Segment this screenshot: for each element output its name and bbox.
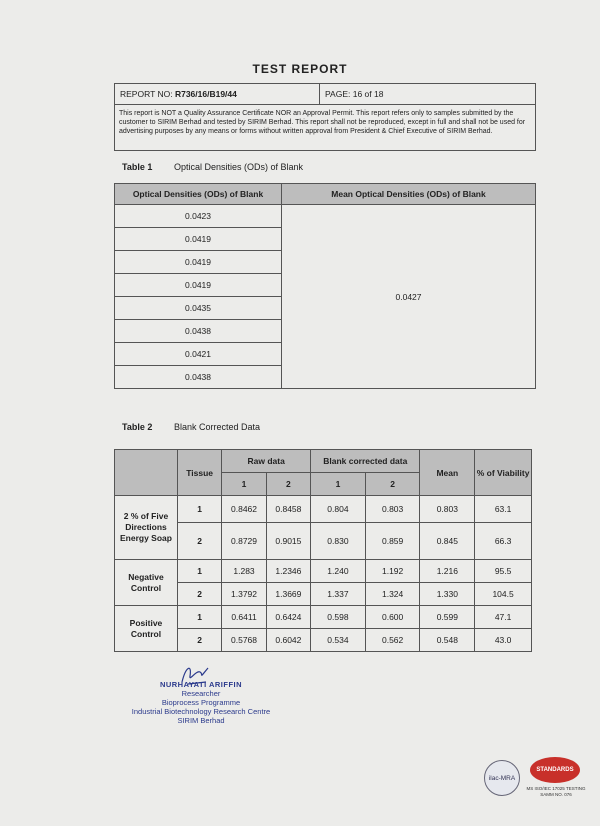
cell-tissue: 1 [177,496,221,523]
cell-bc1: 0.534 [311,629,366,652]
table-row [115,205,536,228]
cell-bc2: 0.562 [365,629,420,652]
cell-bc1: 0.830 [311,523,366,560]
cell-mean: 0.845 [420,523,475,560]
table2-viability-header: % of Viability [475,450,532,496]
table1-col1-header: Optical Densities (ODs) of Blank [115,184,282,205]
cell-bc1: 1.337 [311,583,366,606]
cell-via: 66.3 [475,523,532,560]
table2-sub-header: 1 [311,473,366,496]
signatory-centre: Industrial Biotechnology Research Centre [131,707,271,716]
cell-via: 43.0 [475,629,532,652]
od-value: 0.0419 [115,274,282,297]
page-number: PAGE: 16 of 18 [325,89,384,99]
cell-bc1: 0.598 [311,606,366,629]
table-row [115,606,532,629]
cell-tissue: 2 [177,523,221,560]
cell-raw2: 0.9015 [266,523,310,560]
table2-tissue-header: Tissue [177,450,221,496]
signatory-role: Researcher [181,689,221,698]
cell-bc2: 0.600 [365,606,420,629]
table2-sample-header [115,450,178,496]
cell-via: 104.5 [475,583,532,606]
report-number: REPORT NO: R736/16/B19/44 [115,84,320,104]
cell-mean: 1.330 [420,583,475,606]
table1-caption: Table 1 Optical Densities (ODs) of Blank [122,162,304,172]
cell-tissue: 1 [177,606,221,629]
table-row [115,560,532,583]
cell-raw1: 0.8729 [222,523,266,560]
table2-caption: Table 2 Blank Corrected Data [122,422,261,432]
cell-raw1: 0.5768 [222,629,266,652]
table2-raw-header: Raw data [222,450,311,473]
cell-raw2: 0.6042 [266,629,310,652]
cell-raw2: 0.6424 [266,606,310,629]
od-value: 0.0438 [115,366,282,389]
report-header-box [114,83,536,151]
cell-mean: 0.548 [420,629,475,652]
ilac-mra-logo: ilac-MRA [484,760,520,796]
table2-mean-header: Mean [420,450,475,496]
report-title: TEST REPORT [252,62,348,76]
cell-mean: 0.599 [420,606,475,629]
cell-tissue: 2 [177,629,221,652]
mean-od-value: 0.0427 [282,205,536,389]
signature-block [116,680,286,725]
sample-name: Negative Control [115,560,178,606]
signatory-programme: Bioprocess Programme [161,698,241,707]
od-value: 0.0421 [115,343,282,366]
od-value: 0.0423 [115,205,282,228]
cell-raw2: 0.8458 [266,496,310,523]
cell-raw1: 1.3792 [222,583,266,606]
cell-raw2: 1.2346 [266,560,310,583]
table2-blank-header: Blank corrected data [311,450,420,473]
cell-via: 47.1 [475,606,532,629]
cell-mean: 1.216 [420,560,475,583]
cell-bc2: 0.803 [365,496,420,523]
signatory-org: SIRIM Berhad [177,716,225,725]
table2-sub-header: 2 [365,473,420,496]
cell-tissue: 1 [177,560,221,583]
table2-blank-corrected [114,449,532,652]
cell-raw1: 0.8462 [222,496,266,523]
table2-sub-header: 1 [222,473,266,496]
cell-raw2: 1.3669 [266,583,310,606]
standards-malaysia-logo: STANDARDS [530,757,580,783]
cell-bc2: 1.324 [365,583,420,606]
cell-bc1: 0.804 [311,496,366,523]
signatory-name: NURHAYATI ARIFFIN [159,680,243,689]
sample-name: Positive Control [115,606,178,652]
cell-via: 95.5 [475,560,532,583]
table2-sub-header: 2 [266,473,310,496]
od-value: 0.0438 [115,320,282,343]
table-row [115,583,532,606]
sample-name: 2 % of Five Directions Energy Soap [115,496,178,560]
od-value: 0.0435 [115,297,282,320]
table-row [115,496,532,523]
accreditation-text: MS ISO/IEC 17025 TESTING SAMM NO. 076 [526,786,586,797]
disclaimer-text: This report is NOT a Quality Assurance Certificate NOR an Approval Permit. This report refers only to samples submitted by the customer to SIRIM Berhad and tested by SIRIM Berhad. This report shall not be reproduced, except in full and shall not be used for advertising purposes by any means or forms without written approval from President & Chief Executive of SIRIM Berhad. [119,110,526,135]
cell-raw1: 1.283 [222,560,266,583]
table-row [115,629,532,652]
cell-raw1: 0.6411 [222,606,266,629]
od-value: 0.0419 [115,228,282,251]
cell-mean: 0.803 [420,496,475,523]
cell-bc2: 0.859 [365,523,420,560]
od-value: 0.0419 [115,251,282,274]
cell-bc1: 1.240 [311,560,366,583]
table-row [115,523,532,560]
table1-blank-od [114,183,536,389]
table1-col2-header: Mean Optical Densities (ODs) of Blank [282,184,536,205]
cell-tissue: 2 [177,583,221,606]
cell-bc2: 1.192 [365,560,420,583]
cell-via: 63.1 [475,496,532,523]
